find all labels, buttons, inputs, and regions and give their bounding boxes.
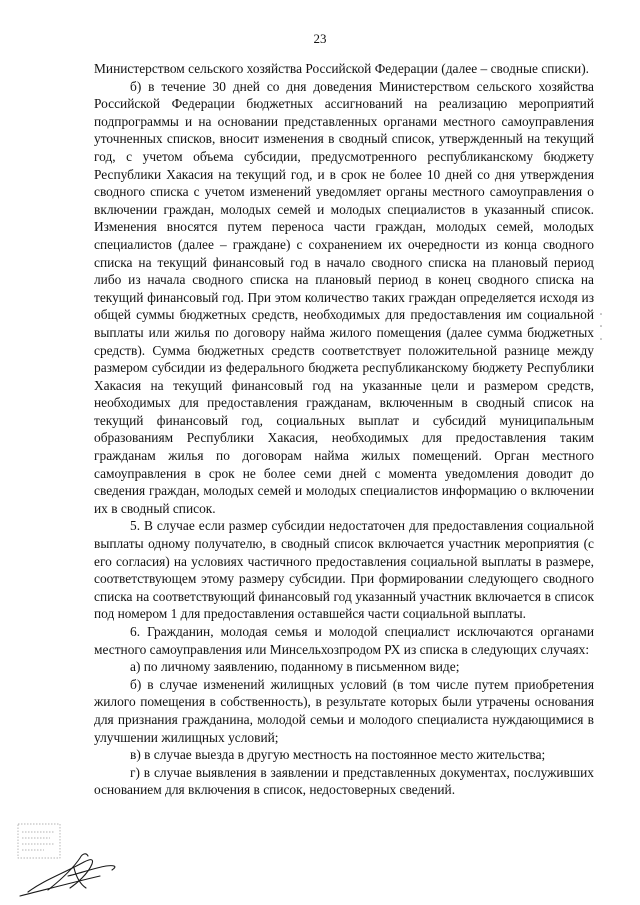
paragraph-case-v: в) в случае выезда в другую местность на постоянное место жительства; bbox=[130, 747, 546, 763]
paragraph-case-a: а) по личному заявлению, поданному в письменном виде; bbox=[130, 659, 460, 675]
faded-stamp bbox=[18, 824, 60, 858]
paragraph-case-g: г) в случае выявления в заявлении и представленных документах, послуживших основанием для включения в список, недостоверных сведений. bbox=[94, 764, 594, 798]
paragraph-clause-6: 6. Гражданин, молодая семья и молодой специалист исключаются органами местного самоуправления или Минсельхозпродом РХ из списка в следующих случаях: bbox=[94, 624, 594, 657]
scan-marks bbox=[598, 312, 604, 342]
paragraph-item-b-changes: б) в течение 30 дней со дня доведения Министерством сельского хозяйства Российской Федерации бюджетных ассигнований на реализацию мероприятий подпрограммы и на основании представленных органами местного самоуправления уточненных списков, вносит изменения в сводный список, утвержденный на текущий год, с учетом объема субсидии, предусмотренного республиканскому бюджету Республики Хакасия на текущий год, и в срок не более 10 дней со дня утверждения сводного списка с учетом изменений уведомляет органы местного самоуправления о включении граждан, молодых семей и молодых специалистов в указанный список. Изменения вносятся путем переноса части граждан, молодых семей, молодых специалистов (далее – граждане) с сохранением их очередности из конца сводного списка на текущий финансовый год в начало сводного списка на плановый период либо из начала сводного списка на плановый период в конец сводного списка на текущий финансовый год. При этом количество таких граждан определяется исходя из общей суммы бюджетных средств, необходимых для предоставления им социальной выплаты или жилья по договору найма жилого помещения (далее сумма бюджетных средств). Сумма бюджетных средств соответствует положительной разнице между размером субсидии из федерального бюджета республиканскому бюджету Республики Хакасия на текущий финансовый год на указанные цели и размером средств, необходимых для предоставления гражданам, включенным в сводный список на текущий финансовый год, социальных выплат и субсидий муниципальным образованиям Республики Хакасия, необходимых для предоставления таким гражданам жилья по договорам найма жилых помещений. Орган местного самоуправления в срок не более семи дней с момента уведомления доводит до сведения граждан, молодых семей и молодых специалистов информацию о включении их в сводный список. bbox=[94, 78, 594, 516]
document-body bbox=[94, 60, 594, 799]
signature-stamp bbox=[14, 818, 134, 898]
page-number: 23 bbox=[313, 31, 327, 46]
paragraph-list-continuation: Министерством сельского хозяйства Российской Федерации (далее – сводные списки). bbox=[94, 61, 590, 76]
signature-icon bbox=[20, 854, 115, 896]
paragraph-case-b: б) в случае изменений жилищных условий (в том числе путем приобретения жилого помещения в собственность), в результате которых были утрачены основания для признания гражданина, молодой семьи и молодого специалиста нуждающимися в улучшении жилищных условий; bbox=[94, 676, 594, 745]
paragraph-clause-5: 5. В случае если размер субсидии недостаточен для предоставления социальной выплаты одному получателю, в сводный список включается участник мероприятия (с его согласия) на условиях частичного предоставления социальной выплаты в размере, соответствующем этому размеру субсидии. При формировании следующего сводного списка на соответствующий финансовый год указанный участник включается в список под номером 1 для предоставления оставшейся части социальной выплаты. bbox=[94, 518, 594, 622]
